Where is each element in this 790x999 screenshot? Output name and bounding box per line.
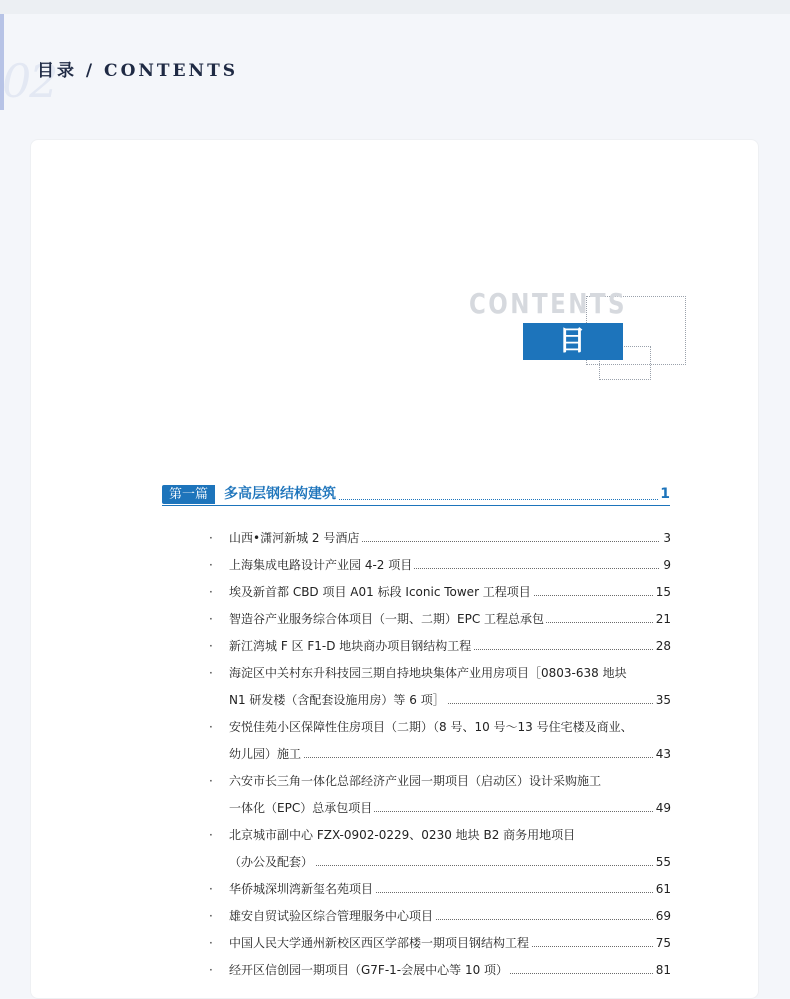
bullet-icon: · xyxy=(209,558,213,572)
page-header xyxy=(0,14,790,110)
bullet-icon: · xyxy=(209,720,213,734)
bullet-icon: · xyxy=(209,828,213,842)
emblem-contents-word: CONTENTS xyxy=(469,287,628,320)
toc-entry[interactable] xyxy=(209,556,671,583)
toc-entry[interactable] xyxy=(209,664,671,718)
bullet-icon: · xyxy=(209,909,213,923)
header-watermark: 02 xyxy=(2,54,57,108)
part-page-number: 1 xyxy=(660,486,670,502)
toc-entry-line xyxy=(229,691,671,709)
toc-entry-title: 新江湾城 F 区 F1-D 地块商办项目钢结构工程 xyxy=(229,639,472,653)
bullet-icon: · xyxy=(209,774,213,788)
toc-entry-line xyxy=(229,664,671,682)
toc-entry-title: 一体化（EPC）总承包项目 xyxy=(229,801,373,815)
toc-entry-line xyxy=(229,556,671,574)
toc-entry-line xyxy=(229,961,671,979)
toc-entry-title: 经开区信创园一期项目（G7F-1-会展中心等 10 项） xyxy=(229,963,509,977)
toc-entry-page: 28 xyxy=(655,639,671,653)
toc-entry-title: 雄安自贸试验区综合管理服务中心项目 xyxy=(229,909,434,923)
bullet-icon: · xyxy=(209,639,213,653)
toc-entry-page: 61 xyxy=(655,882,671,896)
toc-entry-page: 15 xyxy=(655,585,671,599)
toc-entry-title: 山西•潇河新城 2 号酒店 xyxy=(229,531,360,545)
toc-entry-line xyxy=(229,637,671,655)
toc-entry-line xyxy=(229,934,671,952)
toc-entry-title: 海淀区中关村东升科技园三期自持地块集体产业用房项目［0803-638 地块 xyxy=(229,666,627,680)
toc-entry-line xyxy=(229,826,671,844)
part-heading[interactable] xyxy=(162,485,670,505)
bullet-icon: · xyxy=(209,531,213,545)
toc-entry-page: 21 xyxy=(655,612,671,626)
toc-entry[interactable] xyxy=(209,826,671,880)
emblem-mulu-box: 目 录 xyxy=(523,323,623,360)
toc-entry-line xyxy=(229,610,671,628)
toc-entry-line xyxy=(229,853,671,871)
bullet-icon: · xyxy=(209,936,213,950)
toc-entry[interactable] xyxy=(209,880,671,907)
toc-entry-title: 智造谷产业服务综合体项目（一期、二期）EPC 工程总承包 xyxy=(229,612,545,626)
toc-entry[interactable] xyxy=(209,637,671,664)
toc-entry-page: 81 xyxy=(655,963,671,977)
page-title: 目录 / CONTENTS xyxy=(37,61,238,81)
bullet-icon: · xyxy=(209,585,213,599)
toc-entry-title: 北京城市副中心 FZX-0902-0229、0230 地块 B2 商务用地项目 xyxy=(229,828,576,842)
toc-entry-title: 六安市长三角一体化总部经济产业园一期项目（启动区）设计采购施工 xyxy=(229,774,602,788)
toc-entry-line xyxy=(229,772,671,790)
toc-entry-title: 安悦佳苑小区保障性住房项目（二期）（8 号、10 号～13 号住宅楼及商业、 xyxy=(229,720,633,734)
toc-entry[interactable] xyxy=(209,529,671,556)
part-badge: 第一篇 xyxy=(162,485,215,504)
toc-entry-line xyxy=(229,880,671,898)
toc-entry-line xyxy=(229,583,671,601)
toc-entry-line xyxy=(229,745,671,763)
toc-entry-title: （办公及配套） xyxy=(229,855,314,869)
toc-entry-line xyxy=(229,907,671,925)
toc-entry[interactable] xyxy=(209,583,671,610)
toc-entry-page: 35 xyxy=(655,693,671,707)
toc-entry-title: 上海集成电路设计产业园 4-2 项目 xyxy=(229,558,413,572)
toc-entry-title: 华侨城深圳湾新玺名苑项目 xyxy=(229,882,374,896)
document-card xyxy=(30,139,759,999)
bullet-icon: · xyxy=(209,963,213,977)
toc-entry-title: 幼儿园）施工 xyxy=(229,747,302,761)
toc-entry[interactable] xyxy=(209,961,671,988)
toc-entry-title: 中国人民大学通州新校区西区学部楼一期项目钢结构工程 xyxy=(229,936,530,950)
toc-entry-page: 9 xyxy=(663,558,671,572)
toc-entry[interactable] xyxy=(209,907,671,934)
part-underline xyxy=(162,505,670,506)
toc-entry[interactable] xyxy=(209,718,671,772)
toc-entry-line xyxy=(229,718,671,736)
toc-entry-line xyxy=(229,529,671,547)
toc-entry-page: 75 xyxy=(655,936,671,950)
toc-entry-title: N1 研发楼（含配套设施用房）等 6 项］ xyxy=(229,693,445,707)
toc-entry-page: 3 xyxy=(663,531,671,545)
toc-entry-page: 55 xyxy=(655,855,671,869)
toc-entry-page: 49 xyxy=(655,801,671,815)
toc-entry[interactable] xyxy=(209,772,671,826)
bullet-icon: · xyxy=(209,882,213,896)
bullet-icon: · xyxy=(209,612,213,626)
toc-entry-page: 69 xyxy=(655,909,671,923)
bullet-icon: · xyxy=(209,666,213,680)
toc-entry[interactable] xyxy=(209,934,671,961)
toc-entry-page: 43 xyxy=(655,747,671,761)
part-title: 多高层钢结构建筑 xyxy=(224,486,336,502)
toc-entry-line xyxy=(229,799,671,817)
toc-entry[interactable] xyxy=(209,610,671,637)
toc-entry-title: 埃及新首都 CBD 项目 A01 标段 Iconic Tower 工程项目 xyxy=(229,585,531,599)
top-strip xyxy=(0,0,790,14)
